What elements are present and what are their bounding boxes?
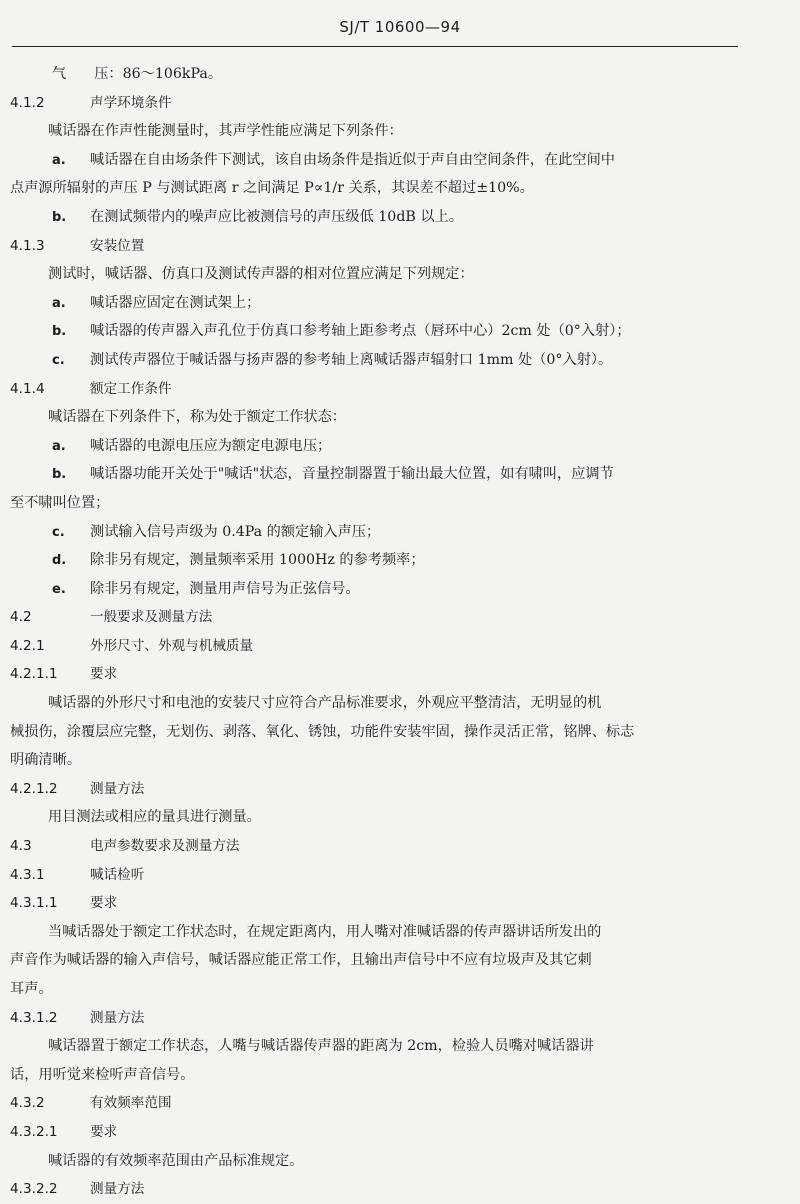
section-number: 4.3.2.2 xyxy=(10,1181,58,1198)
section-number: 4.3.1.2 xyxy=(10,1009,58,1026)
section-number: 4.1.4 xyxy=(10,380,45,397)
section-title: 外形尺寸、外观与机械质量 xyxy=(90,637,254,654)
section-heading xyxy=(10,832,740,861)
section-title: 要求 xyxy=(90,666,118,683)
line-text: 除非另有规定，测量用声信号为正弦信号。 xyxy=(90,580,360,597)
line-text: 点声源所辐射的声压 P 与测试距离 r 之间满足 P∝1/r 关系，其误差不超过±10%。 xyxy=(10,180,534,197)
item-label: a. xyxy=(52,152,66,168)
line-text: 在测试频带内的噪声应比被测信号的声压级低 10dB 以上。 xyxy=(90,208,463,225)
line-text: 声音作为喊话器的输入声信号，喊话器应能正常工作，且输出声信号中不应有垃圾声及其它刺 xyxy=(10,952,592,969)
section-title: 要求 xyxy=(90,895,118,912)
paragraph-line xyxy=(10,918,740,947)
section-number: 4.2.1 xyxy=(10,637,45,654)
standard-code-header: SJ/T 10600—94 xyxy=(339,18,461,36)
line-text: 明确清晰。 xyxy=(10,752,81,769)
line-text: 耳声。 xyxy=(10,981,53,997)
paragraph-line xyxy=(10,803,740,832)
line-text: 喊话器置于额定工作状态，人嘴与喊话器传声器的距离为 2cm，检验人员嘴对喊话器讲 xyxy=(48,1038,594,1055)
item-label: d. xyxy=(52,553,67,569)
item-label: a. xyxy=(52,438,66,454)
section-heading xyxy=(10,1175,740,1204)
line-text: 械损伤，涂覆层应完整，无划伤、剥落、氧化、锈蚀，功能件安装牢固，操作灵活正常，铭牌、标志 xyxy=(10,723,635,740)
text-line xyxy=(10,60,740,89)
section-title: 测量方法 xyxy=(90,780,145,797)
section-heading xyxy=(10,375,740,404)
list-item xyxy=(10,546,740,575)
paragraph-line xyxy=(10,689,740,718)
line-text: 喊话器的电源电压应为额定电源电压； xyxy=(90,437,332,454)
paragraph-line xyxy=(10,489,740,518)
section-title: 喊话检听 xyxy=(90,866,145,883)
line-text: 除非另有规定，测量频率采用 1000Hz 的参考频率； xyxy=(90,552,425,569)
term-value: 压：86～106kPa。 xyxy=(94,66,223,82)
term-label: 气 xyxy=(52,66,67,82)
paragraph-line xyxy=(10,1032,740,1061)
line-text: 测试时，喊话器、仿真口及测试传声器的相对位置应满足下列规定： xyxy=(48,266,474,283)
section-heading xyxy=(10,603,740,632)
section-title: 安装位置 xyxy=(90,237,145,254)
item-label: b. xyxy=(52,467,67,483)
line-text: 测试输入信号声级为 0.4Pa 的额定输入声压； xyxy=(90,523,381,540)
paragraph-line xyxy=(10,718,740,747)
list-item xyxy=(10,346,740,375)
line-text: 喊话器在作声性能测量时，其声学性能应满足下列条件： xyxy=(48,123,403,140)
list-item xyxy=(10,146,740,175)
section-heading xyxy=(10,1004,740,1033)
section-title: 电声参数要求及测量方法 xyxy=(90,838,240,855)
paragraph-line xyxy=(10,403,740,432)
section-heading xyxy=(10,889,740,918)
list-item xyxy=(10,518,740,547)
section-number: 4.3.1 xyxy=(10,866,45,883)
paragraph-line xyxy=(10,946,740,975)
section-number: 4.1.3 xyxy=(10,237,45,254)
item-label: a. xyxy=(52,295,66,311)
section-heading xyxy=(10,632,740,661)
paragraph-line xyxy=(10,117,740,146)
section-number: 4.3.2.1 xyxy=(10,1123,58,1140)
line-text: 喊话器在下列条件下，称为处于额定工作状态： xyxy=(48,409,346,426)
section-number: 4.2 xyxy=(10,609,32,626)
paragraph-line xyxy=(10,260,740,289)
line-text: 至不啸叫位置； xyxy=(10,494,110,511)
section-title: 声学环境条件 xyxy=(90,94,172,111)
section-title: 要求 xyxy=(90,1123,118,1140)
paragraph-line xyxy=(10,975,740,1004)
list-item xyxy=(10,289,740,318)
section-title: 一般要求及测量方法 xyxy=(90,609,213,626)
section-heading xyxy=(10,660,740,689)
document-body xyxy=(10,60,740,1204)
line-text: 测试传声器位于喊话器与扬声器的参考轴上离喊话器声辐射口 1mm 处（0°入射）。 xyxy=(90,351,613,368)
list-item xyxy=(10,317,740,346)
section-number: 4.2.1.2 xyxy=(10,780,58,797)
paragraph-line xyxy=(10,1147,740,1176)
section-heading xyxy=(10,89,740,118)
section-number: 4.3.2 xyxy=(10,1095,45,1112)
section-title: 有效频率范围 xyxy=(90,1095,172,1112)
section-number: 4.3 xyxy=(10,838,32,855)
section-number: 4.3.1.1 xyxy=(10,895,58,912)
line-text: 当喊话器处于额定工作状态时，在规定距离内，用人嘴对准喊话器的传声器讲话所发出的 xyxy=(48,923,602,940)
list-item xyxy=(10,575,740,604)
line-text: 喊话器的有效频率范围由产品标准规定。 xyxy=(48,1152,304,1169)
item-label: c. xyxy=(52,352,65,368)
line-text: 喊话器功能开关处于"喊话"状态，音量控制器置于输出最大位置，如有啸叫，应调节 xyxy=(90,466,614,483)
section-heading xyxy=(10,775,740,804)
paragraph-line xyxy=(10,746,740,775)
line-text: 话，用听觉来检听声音信号。 xyxy=(10,1066,195,1083)
line-text: 喊话器在自由场条件下测试，该自由场条件是指近似于声自由空间条件，在此空间中 xyxy=(90,151,615,168)
section-number: 4.2.1.1 xyxy=(10,666,58,683)
list-item xyxy=(10,432,740,461)
section-number: 4.1.2 xyxy=(10,94,45,111)
section-heading xyxy=(10,1089,740,1118)
paragraph-line xyxy=(10,174,740,203)
item-label: c. xyxy=(52,524,65,540)
section-heading xyxy=(10,861,740,890)
line-text: 喊话器的传声器入声孔位于仿真口参考轴上距参考点（唇环中心）2cm 处（0°入射）； xyxy=(90,323,631,340)
item-label: b. xyxy=(52,324,67,340)
list-item xyxy=(10,203,740,232)
section-title: 测量方法 xyxy=(90,1009,145,1026)
section-title: 测量方法 xyxy=(90,1181,145,1198)
list-item xyxy=(10,460,740,489)
line-text: 用目测法或相应的量具进行测量。 xyxy=(48,809,261,826)
line-text: 喊话器应固定在测试架上； xyxy=(90,294,261,311)
item-label: e. xyxy=(52,581,66,597)
header-rule xyxy=(12,46,738,47)
section-heading xyxy=(10,232,740,261)
section-heading xyxy=(10,1118,740,1147)
paragraph-line xyxy=(10,1061,740,1090)
line-text: 喊话器的外形尺寸和电池的安装尺寸应符合产品标准要求，外观应平整清洁，无明显的机 xyxy=(48,695,602,712)
section-title: 额定工作条件 xyxy=(90,380,172,397)
item-label: b. xyxy=(52,209,67,225)
